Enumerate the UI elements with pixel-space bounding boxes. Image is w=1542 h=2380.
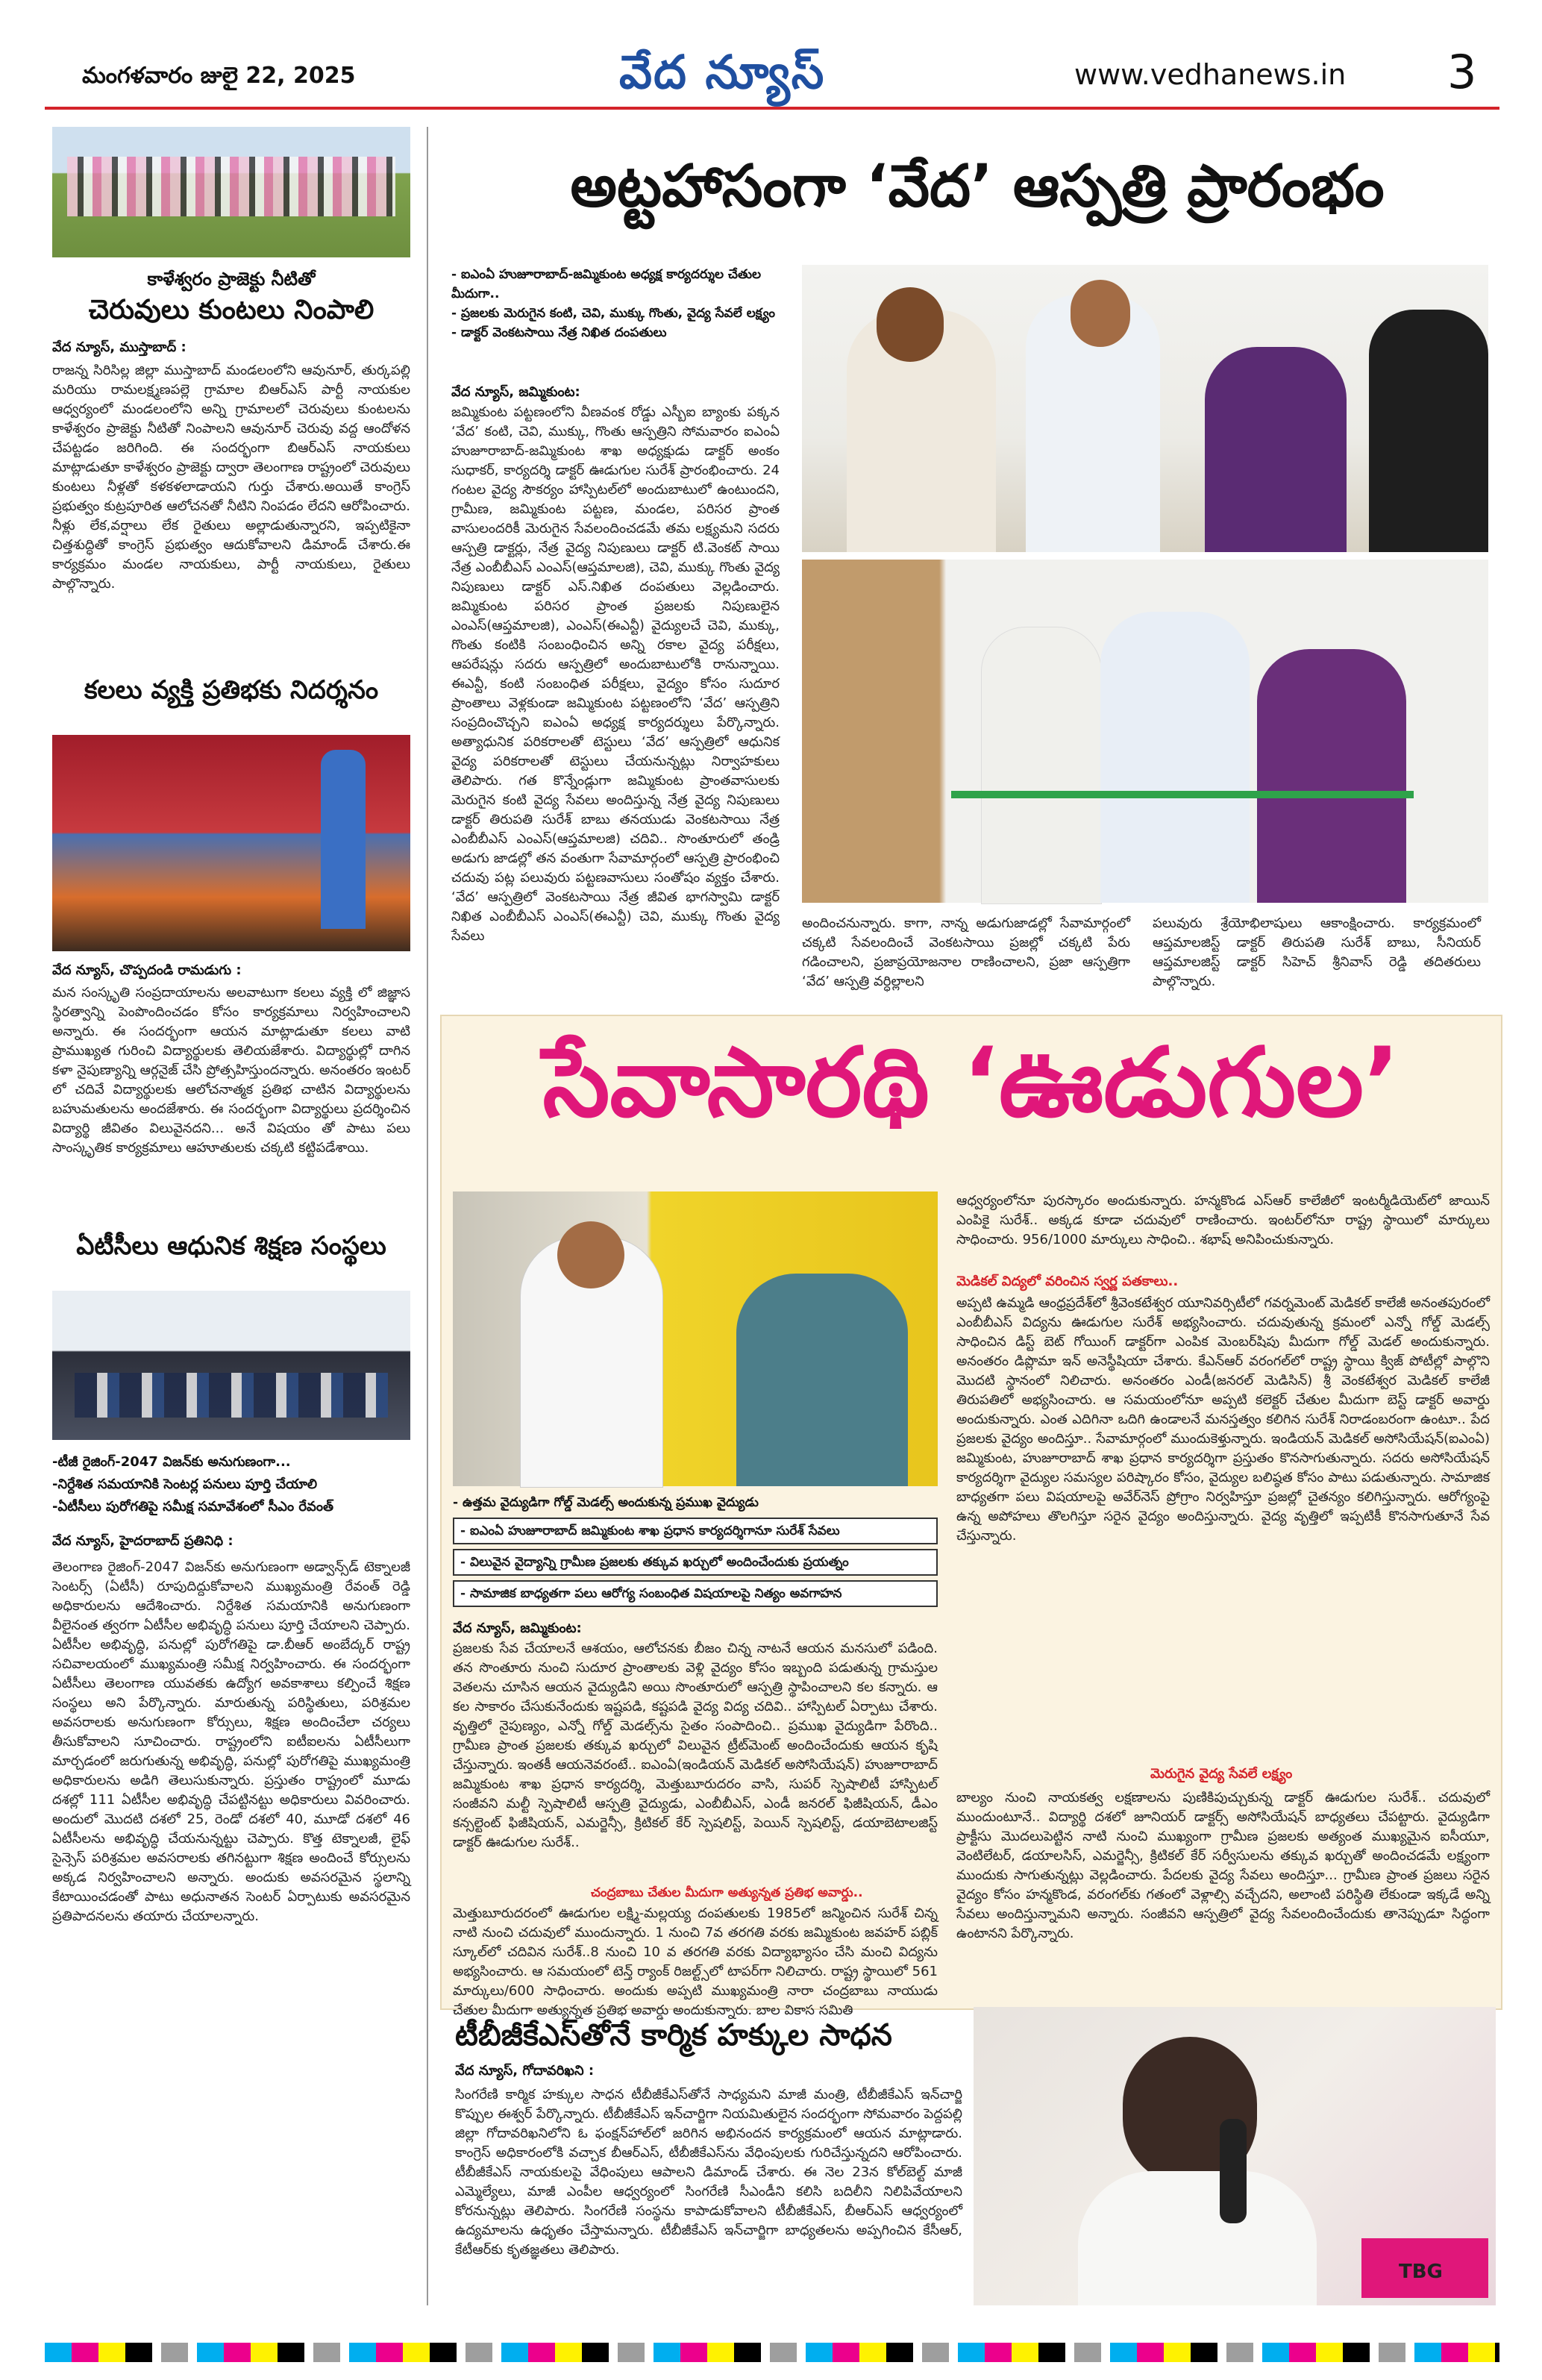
story1-headline: చెరువులు కుంటలు నింపాలి (88, 295, 374, 325)
ribbon-cutting-photo (802, 560, 1488, 903)
feature-bullets (453, 1518, 938, 1612)
union-leader-speech-photo (974, 2007, 1496, 2305)
story2-body: మన సంస్కృతి సంప్రదాయాలను అలవాటుగా కలలు వ్యక్తి లో జిజ్ఞాస స్థిరత్వాన్ని పెంపొందించడం కోసం కార్యక్రమాలు నిర్వహించాలని అన్నారు. ఈ సందర్భంగా ఆయన మాట్లాడుతూ కలలు వాటి ప్రాముఖ్యత గురించి విద్యార్థులకు తెలియజేశారు. విద్యార్థుల్లో దాగిన కళా నైపుణ్యాన్ని ఆర్గనైజ్ చేసి ప్రోత్సహిస్తుందన్నారు. అనంతరం ఇంటర్ లో చదివే విద్యార్థులకు ఆలోచనాత్మక ప్రతిభ చాటిన విద్యార్థులను బహుమతులను అందజేశారు. ఈ సందర్భంగా విద్యార్థులు ప్రదర్శించిన విద్యార్థి జీవితం విలువైనదని... అనే విషయం తో పాటు పలు సాంస్కృతిక కార్యక్రమాలు ఆహూతులకు చక్కటి కట్టిపడేశాయి. (52, 985, 410, 1156)
farmers-protest-photo (52, 127, 410, 257)
feature-bullet: - సామాజిక బాధ్యతగా పలు ఆరోగ్య సంబంధిత విషయాలపై నిత్యం అవగాహన (453, 1580, 938, 1607)
feature-dateline: వేద న్యూస్, జమ్మికుంట: (453, 1620, 582, 1636)
column-divider (427, 127, 428, 2305)
story1-dateline: వేద న్యూస్, ముస్తాబాద్ : (52, 339, 187, 355)
feature-body-right2: అప్పటి ఉమ్మడి ఆంధ్రప్రదేశ్‌లో శ్రీవెంకటేశ్వర యూనివర్సిటీలో గవర్నమెంట్ మెడికల్ కాలేజీ అనంతపురంలో ఎంబీబీఎస్ విద్యను ఊడుగుల సురేశ్ అభ్యసించారు. చదువుతున్న క్రమంలో ఎన్నో గోల్డ్ మెడల్స్ సాధించిన డిస్ట్ బెట్ గోయింగ్ డాక్టర్‌గా ఎంపిక మెంబర్‌షిపు మీదుగా గోల్డ్ మెడల్ అందుకున్నారు. అనంతరం డిప్లొమా ఇన్ అనెస్థీషియా చేశారు. కేఎన్ఆర్ వరంగల్‌లో రాష్ట్ర స్థాయి క్విజ్ పోటీల్లో పాల్గొని మొదటి స్థానంలో నిలిచారు. అనంతరం ఎండీ(జనరల్ మెడిసిన్) శ్రీ వెంకటేశ్వర మెడికల్ కాలేజీ తిరుపతిలో అభ్యసించారు. ఆ సమయంలోనూ అప్పటి కలెక్టర్ చేతుల మీదుగా బెస్ట్ డాక్టర్ అవార్డు అందుకున్నారు. ఎంత ఎదిగినా ఒదిగి ఉండాలనే మనస్తత్వం కలిగిన సురేశ్ నిరాడంబరంగా ఉంటూ.. పేద ప్రజలకు వైద్యం అందిస్తూ.. సేవామార్గంలో ముందుకెళ్తున్నారు. ఇండియన్ మెడికల్ అసోసియేషన్(ఐఎంఏ) జమ్మికుంట, హుజూరాబాద్ శాఖ ప్రధాన కార్యదర్శిగా ప్రస్తుతం కొనసాగుతున్నారు. సదరు అసోసియేషన్ కార్యదర్శిగా వైద్యుల సమస్యల పరిష్కారం కోసం, వైద్యుల బలిష్ఠత కోసం పాటు పడుతున్నారు. సామాజిక బాధ్యతగా పలు విషయాలపై అవేర్‌నెస్ ప్రోగ్రాం నిర్వహిస్తూ ప్రజల్లో చైతన్యం కలిగిస్తున్నారు. ఆరోగ్యంపై ఉన్న అపోహలు తొలగిస్తూ సరైన వైద్యం అందిస్తున్నారు. వైద్య వృత్తిలో ఇప్పటికీ కొనసాగుతూనే సేవ చేస్తున్నారు. (956, 1295, 1490, 1544)
feature-subhead-2: మెరుగైన వైద్య సేవలే లక్ష్యం (1150, 1766, 1293, 1782)
main-bullets (451, 265, 780, 342)
main-body-col2: అందించనున్నారు. కాగా, నాన్న అడుగుజాడల్లో సేవామార్గంలో చక్కటి సేవలందించే వెంకటసాయి ప్రజల్లో చక్కటి పేరు గడించాలని, ప్రజాప్రయోజనాల రాణించాలని, ప్రజా ఆస్పత్రిగా ‘వేద’ ఆస్పత్రి వర్ధిల్లాలని (802, 915, 1130, 989)
doctor-patient-photo (453, 1191, 938, 1486)
main-body-col3: పలువురు శ్రేయోభిలాషులు ఆకాంక్షించారు. కార్యక్రమంలో ఆప్తమాలజిస్ట్ డాక్టర్ తిరుపతి సురేశ్ బాబు, సీనియర్ ఆప్తమాలజిస్ట్ డాక్టర్ సిహెచ్ శ్రీనివాస్ రెడ్డి తదితరులు పాల్గొన్నారు. (1153, 915, 1481, 989)
feature-body-left: ప్రజలకు సేవ చేయాలనే ఆశయం, ఆలోచనకు బీజం చిన్న నాటనే ఆయన మనసులో పడింది. తన సొంతూరు నుంచి సుదూర ప్రాంతాలకు వెళ్లి వైద్యం కోసం ఇబ్బంది పడుతున్న గ్రామస్తుల వెతలను చూసిన ఆయన వైద్యుడిని అయి సొంతూరులో ఆస్పత్రి స్థాపించాలని కల కన్నారు. ఆ కల సాకారం చేసుకునేందుకు ఇష్టపడి, కష్టపడి వైద్య విద్య చదివి.. హాస్పిటల్ ఏర్పాటు చేశారు. వృత్తిలో నైపుణ్యం, ఎన్నో గోల్డ్ మెడల్స్‌ను సైతం సంపాదించి.. ప్రముఖ వైద్యుడిగా పేరొంది.. గ్రామీణ ప్రాంత ప్రజలకు తక్కువ ఖర్చులో విలువైన ట్రీట్‌మెంట్ అందించేందుకు ఆయన కృషి చేస్తున్నారు. ఇంతకీ ఆయనెవరంటే.. ఐఎంఏ(ఇండియన్ మెడికల్ అసోసియేషన్) హుజూరాబాద్ జమ్మికుంట శాఖ ప్రధాన కార్యదర్శి, మెత్తుబూరుదరం వాసి, సుపర్ స్పెషాలిటీ హాస్పిటల్ సంజీవని మల్టీ స్పెషాలిటీ ఆస్పత్రి వైద్యుడు, ఎంబీబీఎస్, ఎండీ జనరల్ ఫిజీషియన్, డీఎం కన్సల్టెంట్ ఫిజీషియన్, ఎమర్జెన్సీ, క్రిటికల్ కేర్ స్పెషలిస్ట్, పెయిన్ స్పెషలిస్ట్, డయాబెటాలజిస్ట్ డాక్టర్ ఊడుగుల సురేశ్.. (453, 1641, 938, 1850)
masthead-rule (45, 107, 1499, 110)
story3-body: తెలంగాణ రైజింగ్-2047 విజన్‌కు అనుగుణంగా అడ్వాన్స్‌డ్ టెక్నాలజీ సెంటర్స్ (ఏటీసీ) రూపుదిద్దుకోవాలని ముఖ్యమంత్రి రేవంత్ రెడ్డి అధికారులను ఆదేశించారు. నిర్దేశిత సమయానికి అనుగుణంగా వీలైనంత త్వరగా ఏటీసీల అభివృద్ధి పనులు పూర్తి చేయాలని చెప్పారు. ఏటీసీల అభివృద్ధి, పనుల్లో పురోగతిపై డా.బీఆర్ అంబేద్కర్ రాష్ట్ర సచివాలయంలో ముఖ్యమంత్రి సమీక్ష నిర్వహించారు. ఈ సందర్భంగా ఏటీసీలు తెలంగాణ యువతకు ఉద్యోగ అవకాశాలు కల్పించే శిక్షణ సంస్థలు అని పేర్కొన్నారు. మారుతున్న పరిస్థితులు, పరిశ్రమల అవసరాలకు అనుగుణంగా కోర్సులు, శిక్షణ అందించేలా చర్యలు తీసుకోవాలని సూచించారు. రాష్ట్రంలోని ఐటీఐలను ఏటీసీలుగా మార్చడంలో జరుగుతున్న అభివృద్ధి, పనుల్లో పురోగతిపై ముఖ్యమంత్రి అధికారులను అడిగి తెలుసుకున్నారు. ప్రస్తుతం రాష్ట్రంలో మూడు దశల్లో 111 ఏటీసీల అభివృద్ధి చేపట్టినట్టు అధికారులు వివరించారు. అందులో మొదటి దశలో 25, రెండో దశలో 40, మూడో దశలో 46 ఏటీసీలను అభివృద్ధి చేయనున్నట్టు చెప్పారు. కొత్త టెక్నాలజీ, లైఫ్ సైన్సెస్ పరిశ్రమల అవసరాలకు తగినట్టుగా శిక్షణ అందించే కోర్సులను అక్కడ నిర్వహించాలని అన్నారు. అందుకు అవసరమైన స్థలాన్ని కేటాయించడంతో పాటు అధునాతన సెంటర్ ఏర్పాటుకు అవసరమైన ప్రతిపాదనలను తయారు చేయాలన్నారు. (52, 1559, 410, 1924)
story2-headline: కలలు వ్యక్తి ప్రతిభకు నిదర్శనం (84, 675, 379, 705)
union-banner-text: TBG (1399, 2261, 1443, 2283)
main-headline: అట్టహాసంగా ‘వేద’ ఆస్పత్రి ప్రారంభం (570, 153, 1385, 220)
feature-box (440, 1015, 1502, 2018)
story3-bullet: -ఏటీసీలు పురోగతిపై సమీక్ష సమావేశంలో సీఎం రేవంత్ (52, 1499, 333, 1515)
color-registration-strip (45, 2343, 1499, 2362)
feature-photo-caption: - ఉత్తమ వైద్యుడిగా గోల్డ్ మెడల్స్ అందుకున్న ప్రముఖ వైద్యుడు (453, 1495, 759, 1510)
main-body: జమ్మికుంట పట్టణంలోని వీణవంక రోడ్డు ఎస్బీఐ బ్యాంకు పక్కన ‘వేద’ కంటి, చెవి, ముక్కు, గొంతు ఆస్పత్రిని సోమవారం ఐఎంఏ హుజూరాబాద్-జమ్మికుంట శాఖ అధ్యక్షుడు డాక్టర్ అంకం సుధాకర్, కార్యదర్శి డాక్టర్ ఊడుగుల సురేశ్ ప్రారంభించారు. 24 గంటల వైద్య సౌకర్యం హాస్పిటల్‌లో అందుబాటులో ఉంటుందని, గ్రామీణ, జమ్మికుంట పట్టణ, మండల, పరిసర ప్రాంత వాసులందరికీ మెరుగైన సేవలందించడమే తమ లక్ష్యమని సదరు ఆస్పత్రి డాక్టర్లు, నేత్ర వైద్య నిపుణులు డాక్టర్ టి.వెంకట్ సాయి నేత్ర ఎంబీబీఎస్ ఎంఎస్(ఆప్తమాలజి), చెవి, ముక్కు గొంతు వైద్య నిపుణులు డాక్టర్ ఎస్.నిఖిత దంపతులు వెల్లడించారు. జమ్మికుంట పరిసర ప్రాంత ప్రజలకు నిపుణులైన ఎంఎస్(ఆప్తమాలజి), ఎంఎస్(ఈఎన్టీ) వైద్యులచే చెవి, ముక్కు, గొంతు కంటికి సంబంధించిన అన్ని రకాల వైద్య పరీక్షలు, ఆపరేషన్లు సదరు ఆస్పత్రిలో అందుబాటులోకి రానున్నాయి. ఈఎన్టీ, కంటి సంబంధిత పరీక్షలు, వైద్యం కోసం సుదూర ప్రాంతాలు వెళ్లకుండా జమ్మికుంట పట్టణంలోని ‘వేద’ ఆస్పత్రిని సంప్రదించొచ్చని ఐఎంఏ అధ్యక్ష కార్యదర్శులు పేర్కొన్నారు. అత్యాధునిక పరికరాలతో టెస్టులు ‘వేద’ ఆస్పత్రిలో ఆధునిక వైద్య పరికరాలతో టెస్టులు చేయనున్నట్లు నిర్వాహకులు తెలిపారు. గత కొన్నేండ్లుగా జమ్మికుంట ప్రాంతవాసులకు మెరుగైన కంటి వైద్య సేవలు అందిస్తున్న నేత్ర వైద్య నిపుణులు డాక్టర్ తిరుపతి సురేశ్ బాబు తనయుడు వెంకటసాయి నేత్ర ఎంబీబీఎస్ ఎంఎస్(ఆప్తమాలజి) చదివి.. సొంతూరులో తండ్రి అడుగు జాడల్లో తన వంతుగా సేవామార్గంలో ఆస్పత్రి ప్రారంభించి చదువు పట్ల పలువురు పట్టణవాసులు సంతోషం వ్యక్తం చేశారు. ‘వేద’ ఆస్పత్రిలో వెంకటసాయి నేత్ర జీవిత భాగస్వామి డాక్టర్ నిఖిత ఎంబీబీఎస్ ఎంఎస్(ఈఎన్టీ) చెవి, ముక్కు గొంతు వైద్య సేవలు (451, 404, 780, 944)
cultural-event-photo (52, 735, 410, 951)
masthead (45, 45, 1499, 104)
story3-bullet: -టీజీ రైజింగ్-2047 విజన్‌కు అనుగుణంగా... (52, 1454, 291, 1470)
feature-award-line: చంద్రబాబు చేతుల మీదుగా అత్యున్నత ప్రతిభ అవార్డు.. (591, 1885, 863, 1900)
bottom-dateline: వేద న్యూస్, గోదావరిఖని : (455, 2063, 595, 2079)
main-dateline: వేద న్యూస్, జమ్మికుంట: (451, 384, 580, 400)
bottom-headline: టీబీజీకేఎస్‌తోనే కార్మిక హక్కుల సాధన (455, 2018, 892, 2052)
issue-date: మంగళవారం జులై 22, 2025 (82, 63, 356, 89)
story3-dateline: వేద న్యూస్, హైదరాబాద్ ప్రతినిధి : (52, 1533, 234, 1549)
bottom-body: సింగరేణి కార్మిక హక్కుల సాధన టీబీజీకేఎస్‌తోనే సాధ్యమని మాజీ మంత్రి, టీబీజీకేఎస్ ఇన్‌చార్జి కొప్పుల ఈశ్వర్ పేర్కొన్నారు. టీబీజీకేఎస్ ఇన్‌చార్జిగా నియమితులైన సందర్భంగా సోమవారం పెద్దపల్లి జిల్లా గోదావరిఖనిలోని ఓ ఫంక్షన్‌హాల్‌లో జరిగిన అభినందన కార్యక్రమంలో ఆయన మాట్లాడారు. కాంగ్రెస్ అధికారంలోకి వచ్చాక బీఆర్ఎస్, టీబీజీకేఎస్‌ను వేధింపులకు గురిచేస్తున్నదని ఆరోపించారు. టీబీజీకేఎస్ నాయకులపై వేధింపులు ఆపాలని డిమాండ్ చేశారు. ఈ నెల 23న కోల్‌బెల్ట్ మాజీ ఎమ్మెల్యేలు, మాజీ ఎంపీల ఆధ్వర్యంలో సింగరేణి సీఎండీని కలిసి బదిలీని నిలిపివేయాలని కోరనున్నట్లు తెలిపారు. సింగరేణి సంస్థను కాపాడుకోవాలని టీబీజీకేఎస్, బీఆర్ఎస్ ఆధ్వర్యంలో ఉద్యమాలను ఉధృతం చేస్తామన్నారు. టీబీజీకేఎస్ ఇన్‌చార్జిగా బాధ్యతలను అప్పగించిన కేసీఆర్, కేటీఆర్‌కు కృతజ్ఞతలు తెలిపారు. (455, 2087, 962, 2258)
paper-logo: వేద న్యూస్ (619, 45, 826, 99)
feature-body-left2: మెత్తుబూరుదరంలో ఊడుగుల లక్ష్మి-మల్లయ్య దంపతులకు 1985లో జన్మించిన సురేశ్ చిన్న నాటి నుంచి చదువులో ముందున్నారు. 1 నుంచి 7వ తరగతి వరకు జమ్మికుంట జవహర్ పబ్లిక్ స్కూల్‌లో చదివిన సురేశ్..8 నుంచి 10 వ తరగతి వరకు విద్యాభ్యాసం చేసి మంచి విద్యను అభ్యసించారు. ఆ సమయంలో టెన్త్ ర్యాంక్ రిజల్ట్స్‌లో టాపర్‌గా నిలిచారు. రాష్ట్ర స్థాయిలో 561 మార్కులు/600 సాధించారు. అందుకు అప్పటి ముఖ్యమంత్రి నారా చంద్రబాబు నాయుడు చేతుల మీదుగా అత్యున్నత ప్రతిభ అవార్డు అందుకున్నారు. బాల వికాస సమితి (453, 1905, 938, 2018)
story1-body: రాజన్న సిరిసిల్ల జిల్లా ముస్తాబాద్ మండలంలోని ఆవునూర్, తుర్కపల్లి మరియు రామలక్ష్మణపల్లె గ్రామాల బిఆర్ఎస్ పార్టీ నాయకుల ఆధ్వర్యంలో మండలంలోని అన్ని గ్రామాలలో చెరువులు కుంటలను కాళేశ్వరం ప్రాజెక్టు నీటితో నింపాలని ఆవునూర్ చెరువు వద్ద ఆందోళన చేపట్టడం జరిగింది. ఈ సందర్భంగా బిఆర్ఎస్ నాయకులు మాట్లాడుతూ కాళేశ్వరం ప్రాజెక్టు ద్వారా తెలంగాణ రాష్ట్రంలో చెరువులు కుంటలు నీళ్లతో కళకళలాడాయని గుర్తు చేశారు.అయితే కాంగ్రెస్ ప్రభుత్వం కుట్రపూరిత ఆలోచనతో నీటిని నింపడం లేదని ఆరోపించారు. నీళ్లు లేక,వర్షాలు లేక రైతులు అల్లాడుతున్నారని, ఇప్పటికైనా చిత్తశుద్ధితో కాంగ్రెస్ ప్రభుత్వం ఆదుకోవాలని డిమాండ్ చేశారు.ఈ కార్యక్రమం మండల నాయకులు, పార్టీ నాయకులు, రైతులు పాల్గొన్నారు. (52, 363, 410, 592)
story1-kicker: కాళేశ్వరం ప్రాజెక్టు నీటితో (147, 269, 316, 289)
feature-body-right3: బాల్యం నుంచి నాయకత్వ లక్షణాలను పుణికిపుచ్చుకున్న డాక్టర్ ఊడుగుల సురేశ్.. చదువులో ముందుంటూనే.. విద్యార్థి దశలో జూనియర్ డాక్టర్స్ అసోసియేషన్ బాధ్యతలు చేపట్టారు. వైద్యుడిగా ప్రాక్టీసు మొదలుపెట్టిన నాటి నుంచి ముఖ్యంగా గ్రామీణ ప్రజలకు అత్యంత ముఖ్యమైన ఐసీయూ, వెంటిలేటర్, డయాలసిస్, ఎమర్జెన్సీ, క్రిటికల్ కేర్ సర్వీసులను తక్కువ ఖర్చుతో అందించడమే లక్ష్యంగా ముందుకు సాగుతున్నట్లు వెల్లడించారు. పేదలకు వైద్య సేవలు అందిస్తూ... గ్రామీణ ప్రాంత ప్రజలు సరైన వైద్యం కోసం హన్మకొండ, వరంగల్‌కు గతంలో వెళ్లాల్సి వచ్చేదని, అలాంటి పరిస్థితి లేకుండా ఇక్కడే అన్ని సేవలు అందిస్తున్నామని అన్నారు. సంజీవని ఆస్పత్రిలో వైద్య సేవలందించేందుకు తానెప్పుడూ సిద్ధంగా ఉంటానని పేర్కొన్నారు. (956, 1790, 1490, 1941)
cm-review-photo (52, 1291, 410, 1440)
feature-subhead-1: మెడికల్ విద్యలో వరించిన స్వర్ణ పతకాలు.. (956, 1274, 1179, 1289)
story3-headline: ఏటీసీలు ఆధునిక శిక్షణ సంస్థలు (76, 1231, 386, 1261)
main-bullet: - ప్రజలకు మెరుగైన కంటి, చెవి, ముక్కు గొంతు, వైద్య సేవలే లక్ష్యం (451, 306, 776, 321)
feature-bullet: - విలువైన వైద్యాన్ని గ్రామీణ ప్రజలకు తక్కువ ఖర్చులో అందించేందుకు ప్రయత్నం (453, 1549, 938, 1576)
story3-bullets (52, 1451, 410, 1518)
page-number: 3 (1447, 45, 1477, 99)
story3-bullet: -నిర్దేశిత సమయానికి సెంటర్ల పనులు పూర్తి చేయాలి (52, 1476, 318, 1492)
left-column (45, 127, 418, 2313)
feature-body-right: ఆధ్వర్యంలోనూ పురస్కారం అందుకున్నారు. హన్మకొండ ఎస్ఆర్ కాలేజీలో ఇంటర్మీడియెట్‌లో జాయిన్ ఎంపికై సురేశ్.. అక్కడ కూడా చదువులో రాణించారు. ఇంటర్‌లోనూ రాష్ట్ర స్థాయిలో మార్కులు సాధించారు. 956/1000 మార్కులు సాధించి.. శభాష్ అనిపించుకున్నారు. (956, 1193, 1490, 1247)
website-url: www.vedhanews.in (1074, 58, 1347, 91)
main-bullet: - డాక్టర్ వెంకటసాయి నేత్ర నిఖిత దంపతులు (451, 325, 667, 340)
feature-bullet: - ఐఎంఏ హుజూరాబాద్ జమ్మికుంట శాఖ ప్రధాన కార్యదర్శిగానూ సురేశ్ సేవలు (453, 1518, 938, 1544)
hospital-doctors-photo (802, 265, 1488, 552)
story2-dateline: వేద న్యూస్, చొప్పదండి రామడుగు : (52, 962, 242, 978)
feature-headline: సేవాసారథి ‘ఊడుగుల’ (542, 1027, 1400, 1139)
main-bullet: - ఐఎంఏ హుజూరాబాద్-జమ్మికుంట అధ్యక్ష కార్యదర్శుల చేతుల మీదుగా.. (451, 267, 762, 301)
